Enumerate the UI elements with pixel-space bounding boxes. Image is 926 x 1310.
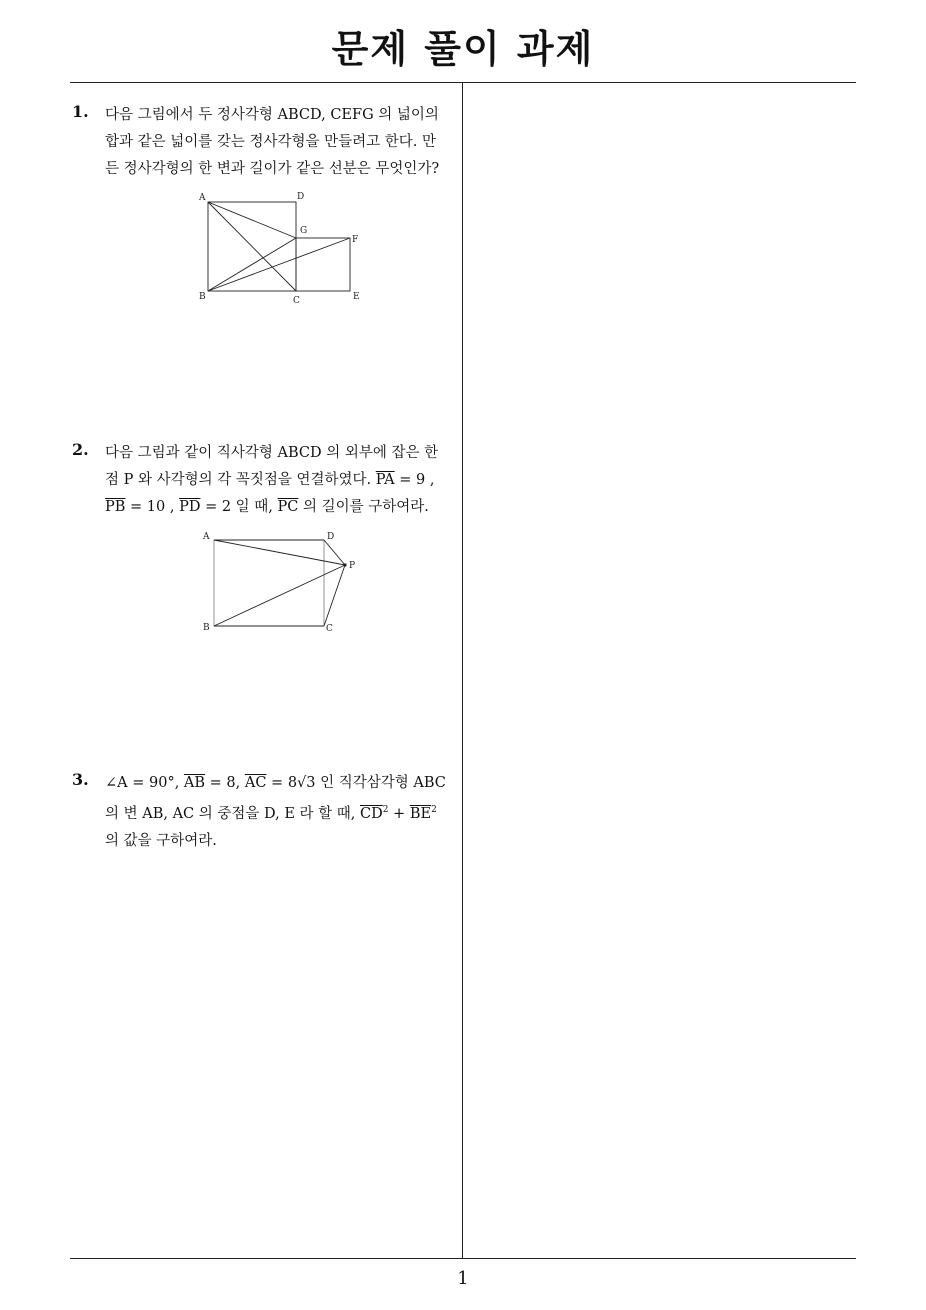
segment-symbol: $\overline{BE}$ <box>409 805 432 822</box>
label-c: C <box>293 296 300 306</box>
label-f: F <box>352 235 359 245</box>
problem-line: 합과 같은 넓이를 갖는 정사각형을 만들려고 한다. 만 <box>105 134 437 150</box>
label-b: B <box>199 292 206 302</box>
text-run: = 10 , <box>125 499 180 515</box>
text-run: = 8, <box>205 775 245 791</box>
page-number: 1 <box>457 1268 469 1289</box>
text-run: = 8√3 인 직각삼각형 ABC <box>266 775 446 791</box>
problem-line: 다음 그림에서 두 정사각형 ABCD, CEFG 의 넓이의 <box>105 107 439 123</box>
problem-text <box>105 102 460 183</box>
square-cefg <box>296 238 350 291</box>
point-p <box>343 563 346 566</box>
text-run: ∠A = 90°, <box>105 775 184 791</box>
column-divider <box>462 83 463 1259</box>
text-run: 의 길이를 구하여라. <box>298 499 429 515</box>
label-a: A <box>203 532 210 542</box>
problem-line: 든 정사각형의 한 변과 길이가 같은 선분은 무엇인가? <box>105 161 440 177</box>
label-d: D <box>327 532 335 542</box>
segment-ac <box>208 202 296 291</box>
rectangle-abcd <box>214 540 324 626</box>
segment-bf <box>208 238 350 291</box>
text-run: = 9 , <box>394 472 435 488</box>
label-e: E <box>353 292 360 302</box>
problem-line: 의 값을 구하여라. <box>105 832 217 849</box>
segment-symbol: $\overline{PA}$ <box>375 472 395 488</box>
exponent: 2 <box>431 805 437 815</box>
page-title: 문제 풀이 과제 <box>331 27 595 71</box>
exponent: 2 <box>382 805 389 815</box>
problem-line <box>105 467 460 494</box>
segment-ag <box>208 202 296 238</box>
label-p: P <box>349 561 356 571</box>
text-run: = 2 일 때, <box>200 499 278 515</box>
text-run: 의 변 AB, AC 의 중점을 D, E 라 할 때, <box>105 805 360 822</box>
label-a: A <box>199 193 206 203</box>
figure-squares <box>195 188 370 308</box>
problem-number: 3. <box>72 770 89 789</box>
segment-symbol: $\overline{PB}$ <box>105 499 126 515</box>
problem-line <box>105 494 460 521</box>
text-run: 점 P 와 사각형의 각 꼭짓점을 연결하였다. <box>105 472 372 488</box>
segment-pb <box>214 565 345 626</box>
segment-symbol: $\overline{PC}$ <box>277 499 299 515</box>
segment-symbol: $\overline{CD}$ <box>359 805 383 822</box>
problem-text <box>105 440 460 521</box>
label-b: B <box>203 623 210 633</box>
header-rule <box>70 82 856 83</box>
segment-pa <box>214 540 345 565</box>
problem-line <box>105 797 460 828</box>
problem-line <box>105 770 460 797</box>
problem-line: 다음 그림과 같이 직사각형 ABCD 의 외부에 잡은 한 <box>105 445 439 461</box>
footer-rule <box>70 1258 856 1259</box>
problem-number: 1. <box>72 102 89 121</box>
problem-text <box>105 770 460 855</box>
problem-number: 2. <box>72 440 89 459</box>
segment-symbol: $\overline{AB}$ <box>183 775 206 791</box>
segment-symbol: $\overline{PD}$ <box>179 499 201 515</box>
text-run: + <box>388 805 410 822</box>
segment-pc <box>324 565 345 626</box>
segment-symbol: $\overline{AC}$ <box>244 775 267 791</box>
label-d: D <box>297 192 305 202</box>
label-g: G <box>300 226 308 236</box>
label-c: C <box>326 624 333 634</box>
figure-rectangle-point <box>195 528 370 638</box>
